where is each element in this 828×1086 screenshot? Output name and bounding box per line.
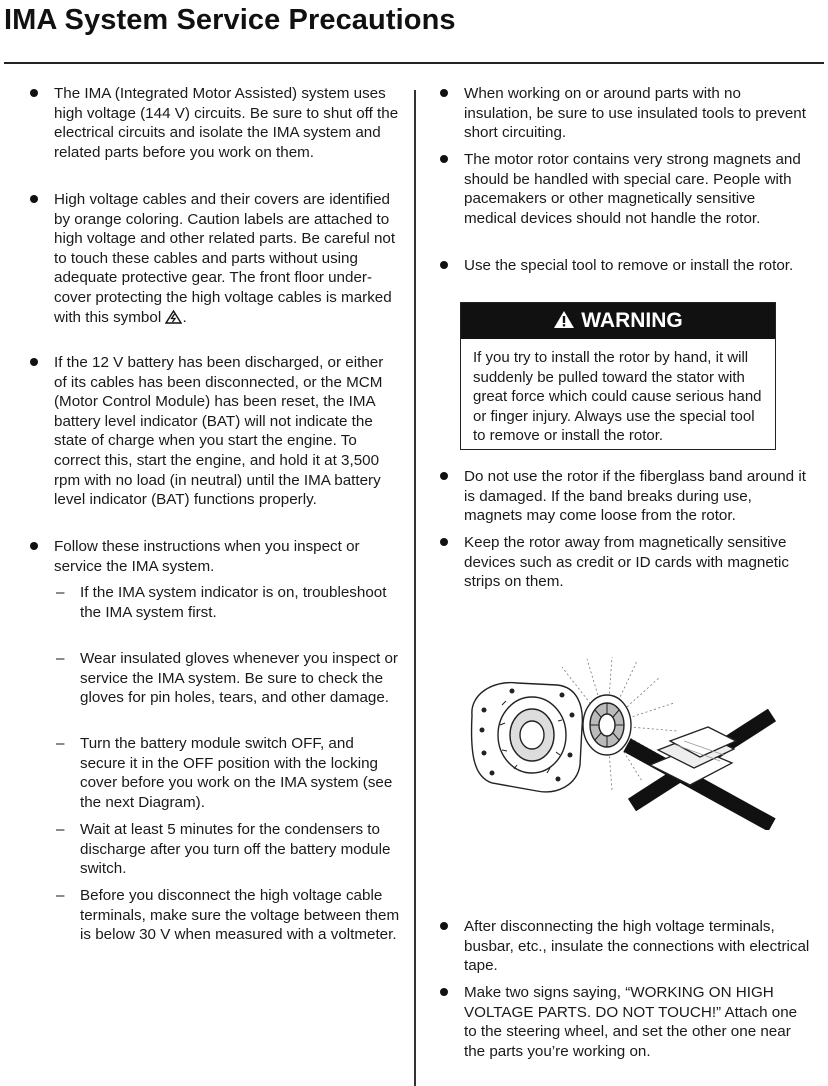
bullet-text: Follow these instructions when you inspect or service the IMA system. [54,538,360,575]
bullet-text: Do not use the rotor if the fiberglass band around it is damaged. If the band breaks during use, magnets may come loose from the rotor. [464,468,806,525]
sub-item-text: Wait at least 5 minutes for the condensers to discharge after you turn off the battery module switch. [80,821,391,878]
bullet-dot-icon [30,542,38,550]
high-voltage-symbol-icon [165,310,182,330]
sub-item-text: Turn the battery module switch OFF, and secure it in the OFF position with the locking cover before you work on the IMA system (see the next Diagram). [80,735,393,811]
bullet-text: Make two signs saying, “WORKING ON HIGH VOLTAGE PARTS. DO NOT TOUCH!” Attach one to the steering wheel, and set the other one near the parts you’re working on. [464,984,798,1060]
bullet-item [54,190,399,329]
bullet-text: Use the special tool to remove or install the rotor. [464,257,794,274]
sub-item [56,820,400,879]
bullet-item [464,983,810,1061]
dash-marker: – [56,821,65,838]
dash-marker: – [56,584,65,601]
page-title: IMA System Service Precautions [4,4,456,36]
bullet-dot-icon [440,538,448,546]
sub-item-text: Wear insulated gloves whenever you inspect or service the IMA system. Be sure to check the gloves for pin holes, tears, and other damage. [80,650,398,707]
bullet-item [54,537,399,576]
dash-marker: – [56,887,65,904]
bullet-dot-icon [440,922,448,930]
warning-heading: WARNING [581,309,683,332]
warning-text: If you try to install the rotor by hand, it will suddenly be pulled toward the stator with great force which could cause serious hand or finger injury. Always use the special tool to remove or install the rotor. [473,349,762,445]
bullet-dot-icon [440,472,448,480]
warning-header [461,303,775,339]
warning-box [460,302,776,450]
bullet-dot-icon [440,261,448,269]
bullet-item [54,353,399,510]
sub-item [56,583,400,622]
dash-marker: – [56,735,65,752]
rotor-magnet-illustration [462,655,782,830]
sub-item [56,886,400,945]
symbol-suffix: . [182,308,187,326]
bullet-item [464,84,810,143]
bullet-text: When working on or around parts with no insulation, be sure to use insulated tools to prevent short circuiting. [464,85,806,142]
bullet-dot-icon [30,195,38,203]
bullet-item [54,84,399,162]
title-divider [4,62,824,64]
bullet-text: High voltage cables and their covers are identified by orange coloring. Caution labels are attached to high voltage and other related parts. Be careful not to touch these cables and parts without using adequate protective gear. The front floor under-cover protecting the high voltage cables is marked with this symbol [54,191,396,326]
bullet-text: Keep the rotor away from magnetically sensitive devices such as credit or ID cards with magnetic strips on them. [464,534,789,591]
bullet-item [464,467,810,526]
sub-item [56,734,400,812]
warning-triangle-icon [553,305,575,341]
sub-item-text: If the IMA system indicator is on, troubleshoot the IMA system first. [80,584,387,621]
bullet-dot-icon [30,89,38,97]
bullet-item [464,150,810,228]
bullet-dot-icon [440,89,448,97]
bullet-item [464,533,810,592]
bullet-item [464,917,810,976]
bullet-dot-icon [440,988,448,996]
bullet-text: The IMA (Integrated Motor Assisted) system uses high voltage (144 V) circuits. Be sure to shut off the electrical circuits and isolate the IMA system and related parts before you work on them. [54,85,399,161]
bullet-dot-icon [30,358,38,366]
sub-item-text: Before you disconnect the high voltage cable terminals, make sure the voltage between them is below 30 V when measured with a voltmeter. [80,887,400,944]
bullet-item [464,256,810,276]
bullet-text: If the 12 V battery has been discharged, or either of its cables has been disconnected, or the MCM (Motor Control Module) has been reset, the IMA battery level indicator (BAT) will not indicate the state of charge when you start the engine. To correct this, start the engine, and hold it at 3,500 rpm with no load (in neutral) until the IMA battery level indicator (BAT) functions properly. [54,354,384,509]
bullet-dot-icon [440,155,448,163]
dash-marker: – [56,650,65,667]
bullet-text: The motor rotor contains very strong magnets and should be handled with special care. People with pacemakers or other magnetically sensitive medical devices should not handle the rotor. [464,151,801,227]
sub-item [56,649,400,708]
bullet-text: After disconnecting the high voltage terminals, busbar, etc., insulate the connections with electrical tape. [464,918,810,975]
column-divider [414,90,416,1086]
